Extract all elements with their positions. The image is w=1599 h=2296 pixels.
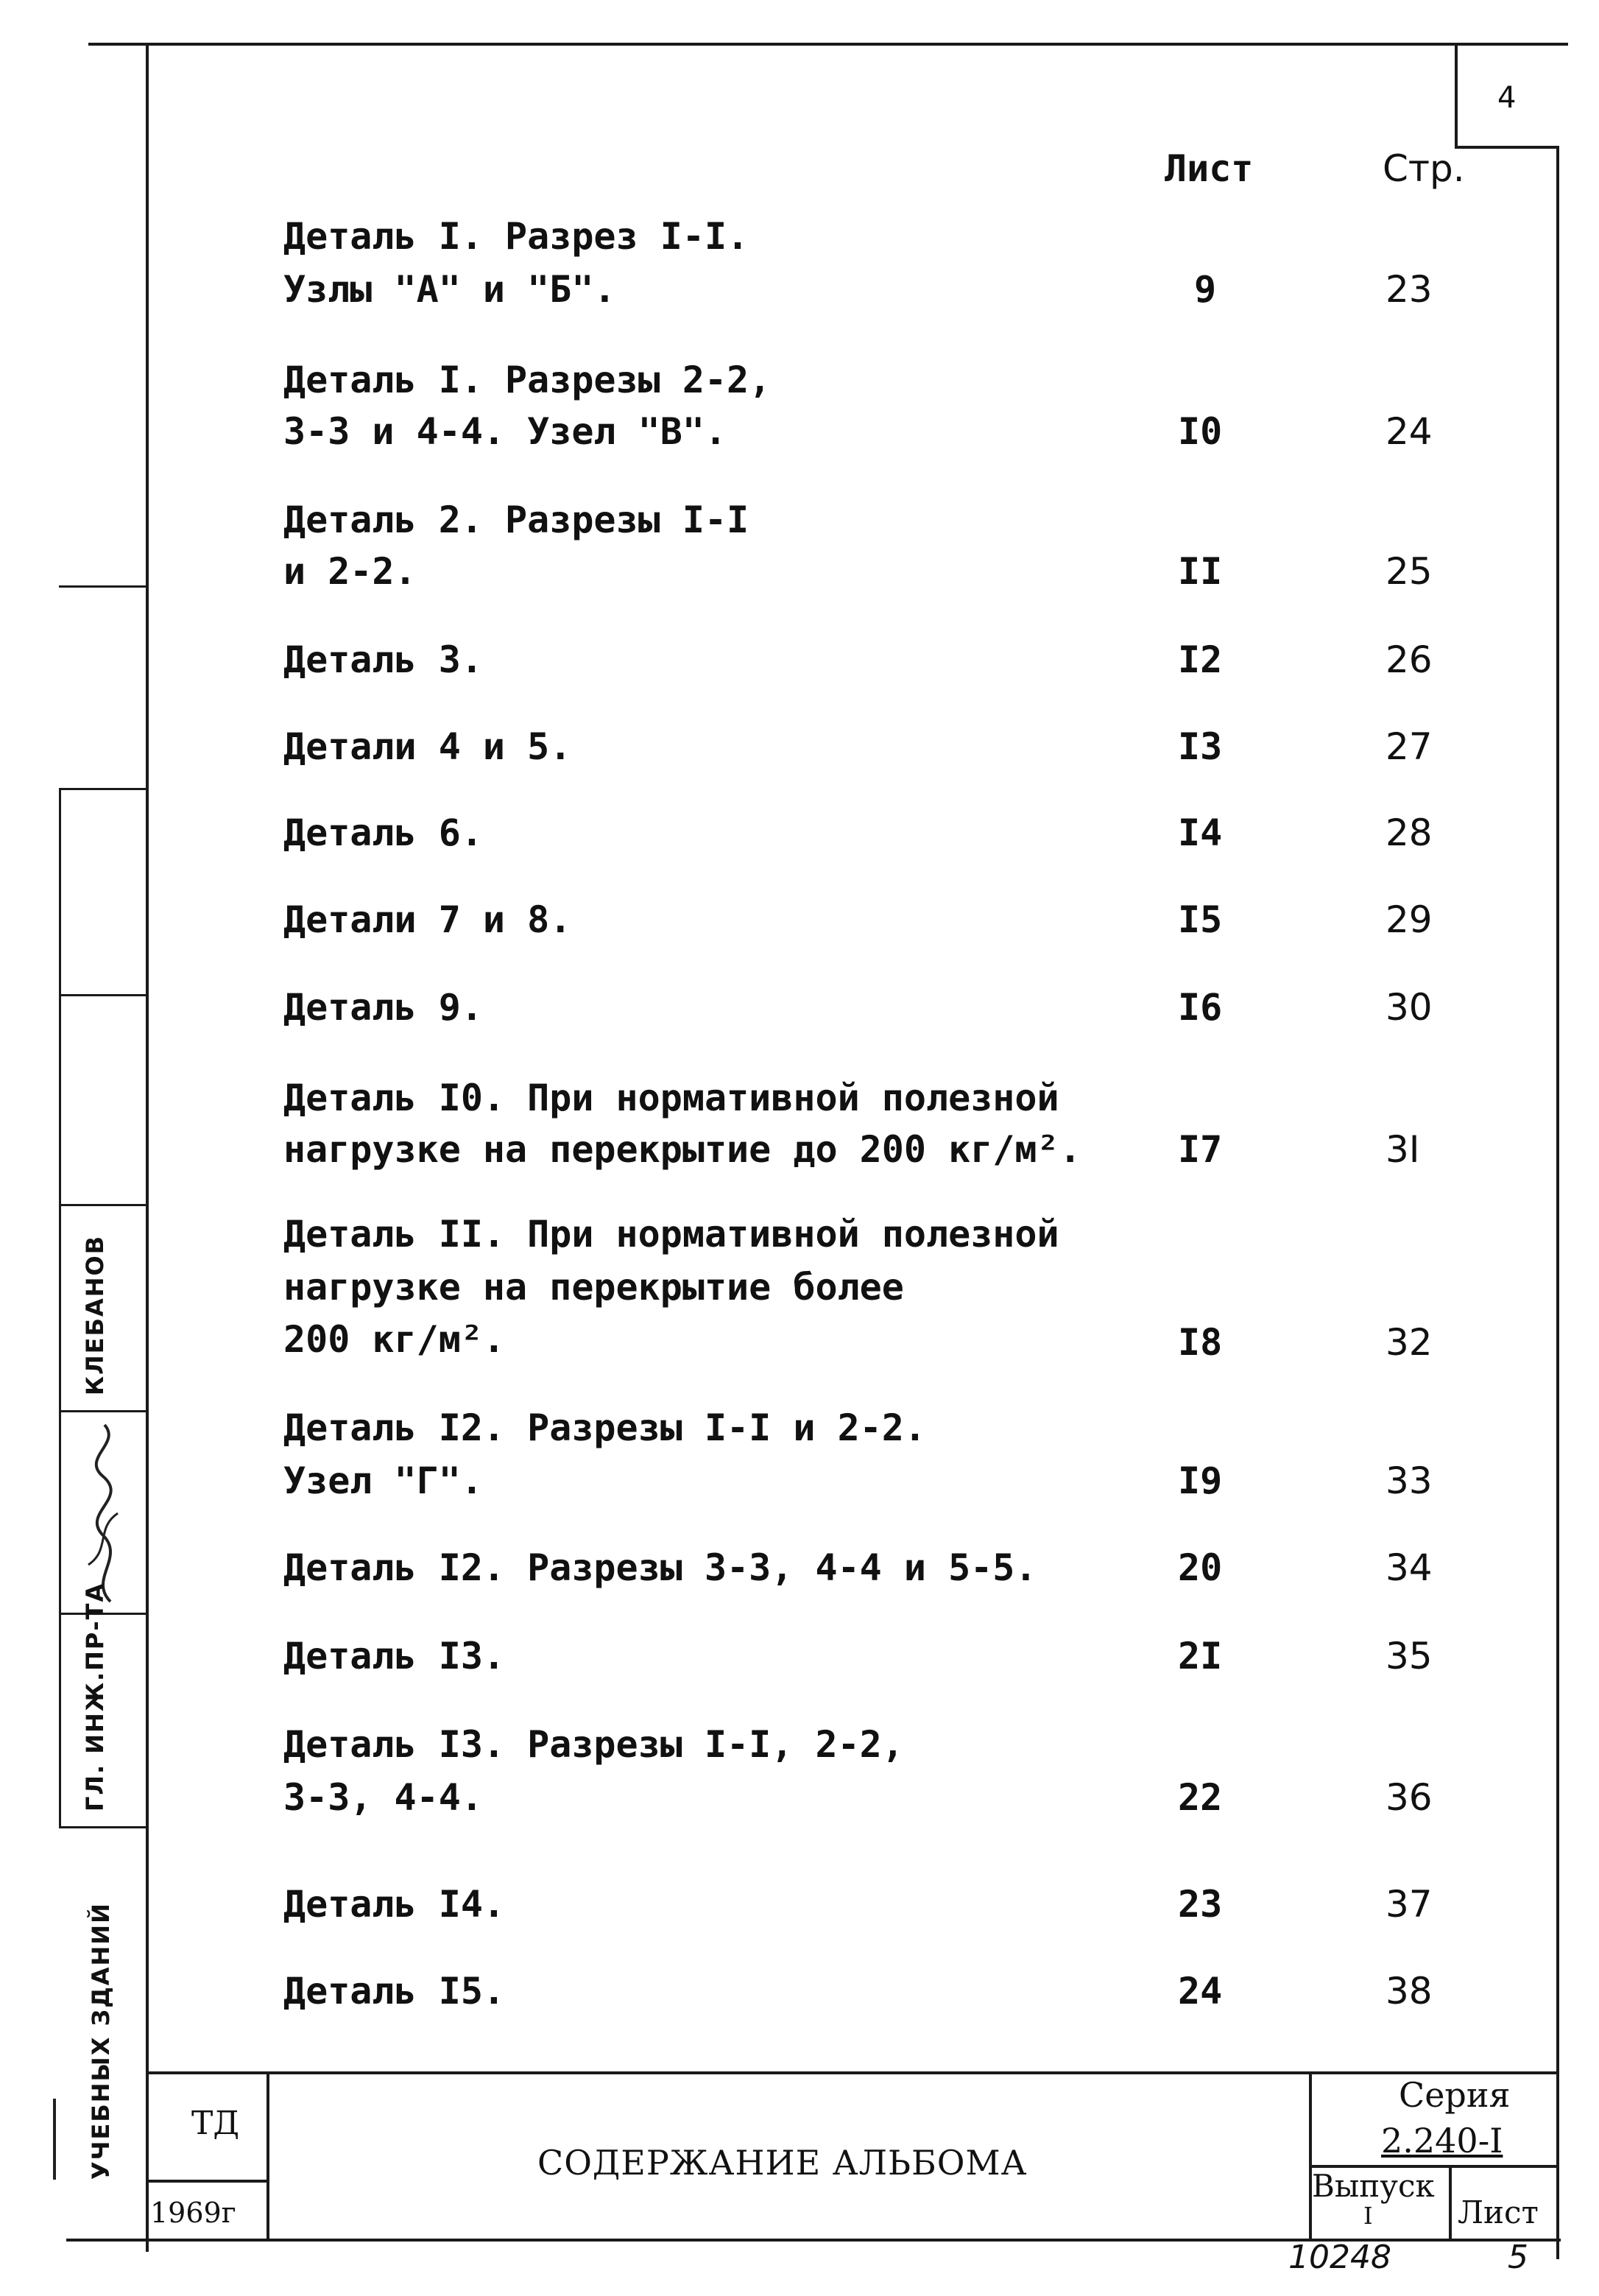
toc-entry-sheet: 22 xyxy=(1178,1776,1223,1819)
toc-entry-page: 24 xyxy=(1386,410,1433,453)
toc-entry-title-line1: Детали 7 и 8. xyxy=(283,898,572,941)
toc-entry-page: 25 xyxy=(1386,550,1433,593)
toc-entry-title-line1: Деталь I5. xyxy=(283,1970,506,2012)
side-stamp-role: ГЛ. ИНЖ.ПР-ТА xyxy=(81,1582,109,1811)
side-stamp-line xyxy=(59,1826,147,1828)
side-stamp-divider xyxy=(59,788,61,1826)
toc-entry-sheet: I0 xyxy=(1178,410,1223,453)
toc-entry-title-line1: Деталь I3. xyxy=(283,1635,506,1677)
toc-entry-page: 30 xyxy=(1386,986,1433,1029)
stamp-arrow-icon xyxy=(53,2099,56,2180)
side-stamp-line xyxy=(59,994,147,996)
handwritten-sheet: 5 xyxy=(1508,2239,1528,2276)
issue-label: Выпуск xyxy=(1312,2168,1435,2204)
toc-entry-sheet: 2I xyxy=(1178,1635,1223,1677)
side-stamp-line xyxy=(59,1410,147,1412)
signature-image xyxy=(59,1418,144,1609)
title-block-year-line xyxy=(146,2180,268,2183)
toc-entry-title-line2: и 2-2. xyxy=(283,550,417,593)
title-block-divider xyxy=(1309,2071,1312,2241)
toc-entry-page: 23 xyxy=(1386,268,1433,311)
toc-entry-title-line1: Деталь I. Разрез I-I. xyxy=(283,215,749,258)
toc-entry-title-line2: 3-3 и 4-4. Узел "В". xyxy=(283,410,727,453)
toc-entry-page: 27 xyxy=(1386,725,1433,768)
toc-entry-page: 38 xyxy=(1386,1970,1433,2012)
toc-entry-sheet: I9 xyxy=(1178,1459,1223,1502)
doc-code: ТД xyxy=(191,2105,240,2142)
toc-entry-page: 35 xyxy=(1386,1635,1433,1677)
handwritten-number: 10248 xyxy=(1288,2239,1391,2276)
title-block-top-line xyxy=(146,2071,1559,2074)
frame-top-line xyxy=(88,43,1568,46)
toc-entry-title-line2: Узлы "А" и "Б". xyxy=(283,268,616,311)
toc-entry-title-line1: Деталь I. Разрезы 2-2, xyxy=(283,359,772,401)
toc-entry-sheet: I4 xyxy=(1178,811,1223,854)
toc-entry-title-line1: Деталь I0. При нормативной полезной xyxy=(283,1077,1059,1119)
series-label: Серия xyxy=(1399,2075,1511,2115)
frame-left-line xyxy=(146,43,149,2252)
toc-entry-page: 3I xyxy=(1386,1128,1420,1171)
toc-entry-sheet: I7 xyxy=(1178,1128,1223,1171)
toc-entry-title-line2: нагрузке на перекрытие более xyxy=(283,1266,904,1309)
corner-number: 4 xyxy=(1497,81,1517,115)
toc-entry-sheet: I8 xyxy=(1178,1321,1223,1364)
toc-entry-title-line1: Деталь I3. Разрезы I-I, 2-2, xyxy=(283,1723,904,1766)
toc-entry-sheet: 23 xyxy=(1178,1883,1223,1926)
toc-entry-title-line1: Детали 4 и 5. xyxy=(283,725,572,768)
toc-entry-page: 33 xyxy=(1386,1459,1433,1502)
toc-entry-title-line2: Узел "Г". xyxy=(283,1459,483,1502)
toc-entry-page: 34 xyxy=(1386,1546,1433,1589)
toc-entry-title-line1: Деталь II. При нормативной полезной xyxy=(283,1213,1059,1256)
toc-entry-page: 36 xyxy=(1386,1776,1433,1819)
side-stamp-org: УЧЕБНЫХ ЗДАНИЙ xyxy=(87,1902,115,2180)
toc-entry-sheet: II xyxy=(1178,550,1223,593)
title-block-divider xyxy=(1449,2165,1452,2241)
toc-entry-title-line1: Деталь I4. xyxy=(283,1883,506,1926)
page-column-header: Стр. xyxy=(1383,147,1465,190)
sheet-label: Лист xyxy=(1458,2194,1539,2230)
toc-entry-page: 29 xyxy=(1386,898,1433,941)
side-stamp-author: КЛЕБАНОВ xyxy=(81,1234,109,1395)
toc-entry-title-line2: 3-3, 4-4. xyxy=(283,1776,483,1819)
toc-entry-sheet: I6 xyxy=(1178,986,1223,1029)
toc-entry-title-line1: Деталь 2. Разрезы I-I xyxy=(283,499,749,541)
sheet-column-header: Лист xyxy=(1165,147,1254,190)
toc-entry-page: 32 xyxy=(1386,1321,1433,1364)
toc-entry-title-line1: Деталь 6. xyxy=(283,811,483,854)
frame-right-line xyxy=(1556,146,1559,2259)
toc-entry-title-line1: Деталь I2. Разрезы I-I и 2-2. xyxy=(283,1406,926,1449)
toc-entry-sheet: I5 xyxy=(1178,898,1223,941)
toc-entry-page: 28 xyxy=(1386,811,1433,854)
toc-entry-sheet: 9 xyxy=(1194,268,1217,311)
doc-title: СОДЕРЖАНИЕ АЛЬБОМА xyxy=(537,2143,1028,2183)
toc-entry-title-line1: Деталь 3. xyxy=(283,638,483,681)
issue-value: I xyxy=(1363,2202,1373,2230)
side-stamp-line xyxy=(59,585,147,588)
title-block-divider xyxy=(266,2071,269,2241)
corner-number-box xyxy=(1455,44,1558,149)
doc-year: 1969г xyxy=(150,2197,236,2229)
toc-entry-title-line3: 200 кг/м². xyxy=(283,1318,506,1361)
toc-entry-sheet: I3 xyxy=(1178,725,1223,768)
series-value: 2.240-I xyxy=(1381,2121,1503,2161)
toc-entry-title-line2: нагрузке на перекрытие до 200 кг/м². xyxy=(283,1128,1081,1171)
toc-entry-sheet: I2 xyxy=(1178,638,1223,681)
toc-entry-page: 26 xyxy=(1386,638,1433,681)
toc-entry-sheet: 20 xyxy=(1178,1546,1223,1589)
toc-entry-page: 37 xyxy=(1386,1883,1433,1926)
side-stamp-line xyxy=(59,1204,147,1206)
toc-entry-sheet: 24 xyxy=(1178,1970,1223,2012)
toc-entry-title-line1: Деталь I2. Разрезы 3-3, 4-4 и 5-5. xyxy=(283,1546,1037,1589)
toc-entry-title-line1: Деталь 9. xyxy=(283,986,483,1029)
side-stamp-line xyxy=(59,788,147,790)
